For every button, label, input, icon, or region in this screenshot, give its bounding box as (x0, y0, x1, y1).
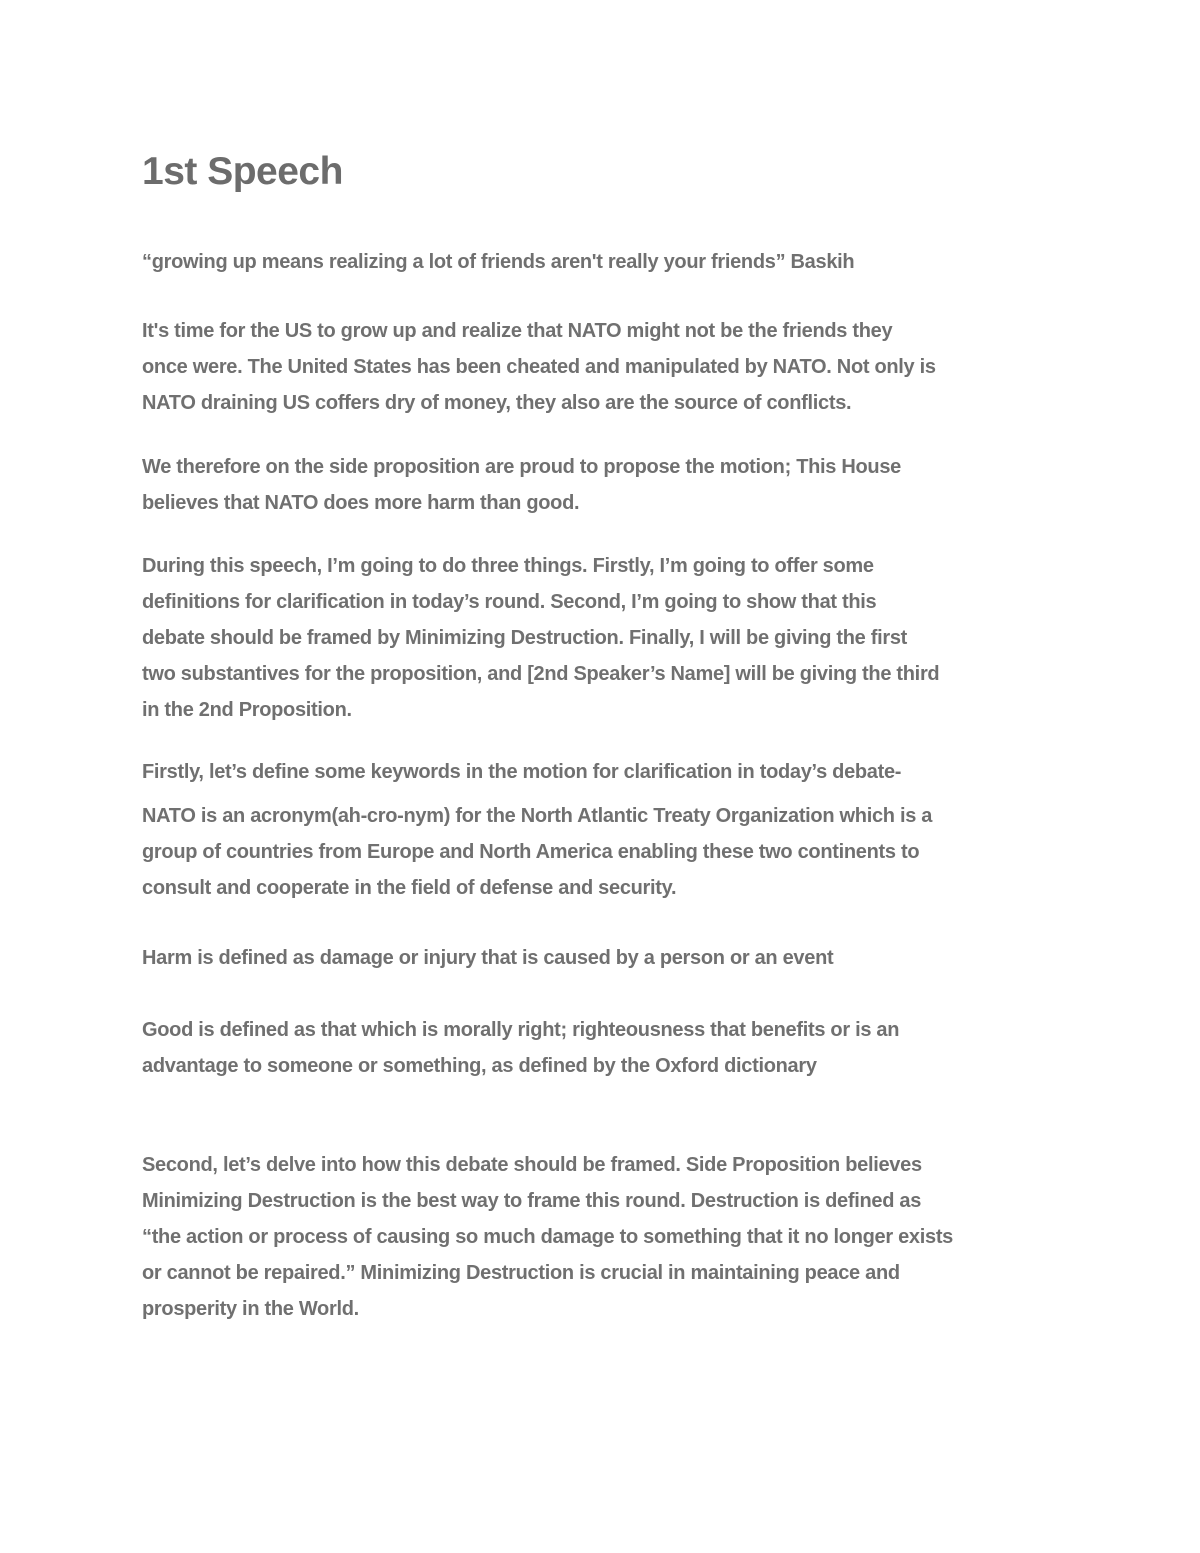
text-line: consult and cooperate in the field of defense and security. (142, 877, 677, 899)
text-line: debate should be framed by Minimizing Destruction. Finally, I will be giving the first (142, 627, 908, 649)
harm-definition-paragraph (142, 940, 1072, 976)
text-line: prosperity in the World. (142, 1298, 359, 1320)
nato-definition-paragraph (142, 798, 1072, 906)
definitions-intro-paragraph (142, 754, 1072, 790)
text-line: Minimizing Destruction is the best way to frame this round. Destruction is defined as (142, 1190, 922, 1212)
text-line: in the 2nd Proposition. (142, 699, 352, 721)
text-line: During this speech, I’m going to do three things. Firstly, I’m going to offer some (142, 555, 874, 577)
motion-paragraph (142, 449, 1072, 521)
text-line: We therefore on the side proposition are proud to propose the motion; This House (142, 456, 901, 478)
text-line: group of countries from Europe and North America enabling these two continents to (142, 841, 920, 863)
text-line: Second, let’s delve into how this debate should be framed. Side Proposition believes (142, 1154, 922, 1176)
quote-paragraph (142, 244, 1072, 280)
text-line: Good is defined as that which is morally right; righteousness that benefits or is an (142, 1019, 900, 1041)
intro-paragraph (142, 313, 1072, 421)
text-line: two substantives for the proposition, and [2nd Speaker’s Name] will be giving the third (142, 663, 940, 685)
text-line: NATO is an acronym(ah-cro-nym) for the North Atlantic Treaty Organization which is a (142, 805, 933, 827)
text-line: Harm is defined as damage or injury that is caused by a person or an event (142, 947, 834, 969)
framing-paragraph (142, 1147, 1072, 1327)
text-line: “growing up means realizing a lot of friends aren't really your friends” Baskih (142, 251, 855, 273)
text-line: believes that NATO does more harm than good. (142, 492, 580, 514)
text-line: NATO draining US coffers dry of money, they also are the source of conflicts. (142, 392, 852, 414)
text-line: Firstly, let’s define some keywords in the motion for clarification in today’s debate- (142, 761, 902, 783)
text-line: “the action or process of causing so much damage to something that it no longer exists (142, 1226, 953, 1248)
text-line: definitions for clarification in today’s round. Second, I’m going to show that this (142, 591, 877, 613)
text-line: advantage to someone or something, as defined by the Oxford dictionary (142, 1055, 817, 1077)
text-line: It's time for the US to grow up and realize that NATO might not be the friends they (142, 320, 893, 342)
good-definition-paragraph (142, 1012, 1072, 1084)
text-line: or cannot be repaired.” Minimizing Destruction is crucial in maintaining peace and (142, 1262, 900, 1284)
roadmap-paragraph (142, 548, 1072, 728)
page-title: 1st Speech (142, 150, 343, 193)
text-line: once were. The United States has been cheated and manipulated by NATO. Not only is (142, 356, 936, 378)
